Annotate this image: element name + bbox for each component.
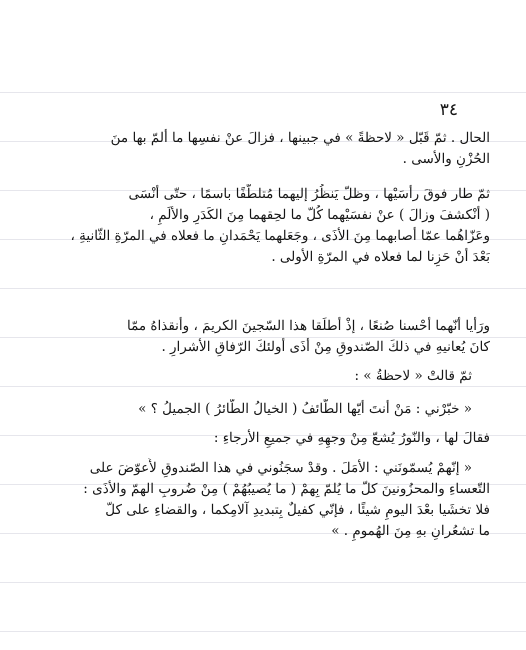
ruled-line — [0, 92, 526, 93]
paragraph-4 — [54, 366, 490, 387]
ruled-line — [0, 288, 526, 289]
text-line: ما تشعُرانِ بهِ مِنَ الهُمومِ . » — [331, 523, 490, 539]
paragraph-7 — [54, 458, 490, 542]
text-line: ( أنْكشفَ وزالَ ) عنْ نفسَيْهما كُلّ ما لحِقهما مِنَ الكَدَرِ والألَمِ ، — [149, 207, 490, 223]
text-line: الحال . ثمّ قَبّل « لاحظةً » في جبينها ، فزالَ عنْ نفسِها ما ألمّ بها منَ — [110, 130, 490, 146]
paragraph-5 — [54, 399, 490, 420]
text-line: « إنّهمْ يُسمّونَني : الأمَلَ . وقدْ سجَنُوني في هذا الصّندوقِ لأُعوّضَ على — [89, 460, 472, 476]
text-line: ثمّ قالتْ « لاحظةُ » : — [354, 368, 472, 384]
paragraph-6 — [54, 428, 490, 449]
text-line: ورَأيا أنّهما أحْسنا صُنعًا ، إذْ أطلَقا هذا السّجينَ الكريمَ ، وأنقذاهُ ممّا — [126, 318, 490, 334]
text-line: بَعْدَ أنْ حَزِنا لما فعلاه في المرّةِ الأولى . — [271, 249, 490, 265]
text-line: ثمّ طار فوقَ رأسَيْها ، وظلّ يَنظُرُ إليهما مُتلطّفًا باسمًا ، حتّى أنْسَى — [128, 186, 490, 202]
ruled-line — [0, 631, 526, 632]
paragraph-3 — [54, 316, 490, 358]
paragraph-2 — [54, 184, 490, 268]
ruled-line — [0, 582, 526, 583]
text-line: « خبّرْني : مَنْ أنتَ أيّها الطّائفُ ( الخيالُ الطّائرُ ) الجميلُ ؟ » — [138, 401, 472, 417]
text-line: فقالَ لها ، والنّورُ يُشعّ مِنْ وجهِهِ في جميعِ الأرجاءِ : — [213, 430, 490, 446]
page-number: ٣٤ — [439, 100, 458, 120]
text-line: التّعساءِ والمحزُونينَ كلّ ما يُلمّ بِهمْ ( ما يُصيبُهُمْ ) مِنْ ضُروبِ الهمّ والأذَى : — [83, 481, 490, 497]
text-line: وعَزّاهُما عمّا أصابهما مِنَ الأذَى ، وجَعَلهما يَحْمَدانِ ما فعلاه في المرّةِ الثّانيةِ ، — [70, 228, 490, 244]
text-line: الحُزْنِ والأسى . — [402, 151, 490, 167]
paragraph-1 — [54, 128, 490, 170]
text-line: فلا تخشَيا بعْدَ اليومِ شيئًا ، فإنّي كفيلٌ بِتبديدِ آلامِكما ، والقضاءِ على كلّ — [105, 502, 490, 518]
text-line: كانَ يُعانيهِ في ذلكَ الصّندوقِ مِنْ أذَى أولئكَ الرّفاقِ الأشرارِ . — [161, 339, 490, 355]
